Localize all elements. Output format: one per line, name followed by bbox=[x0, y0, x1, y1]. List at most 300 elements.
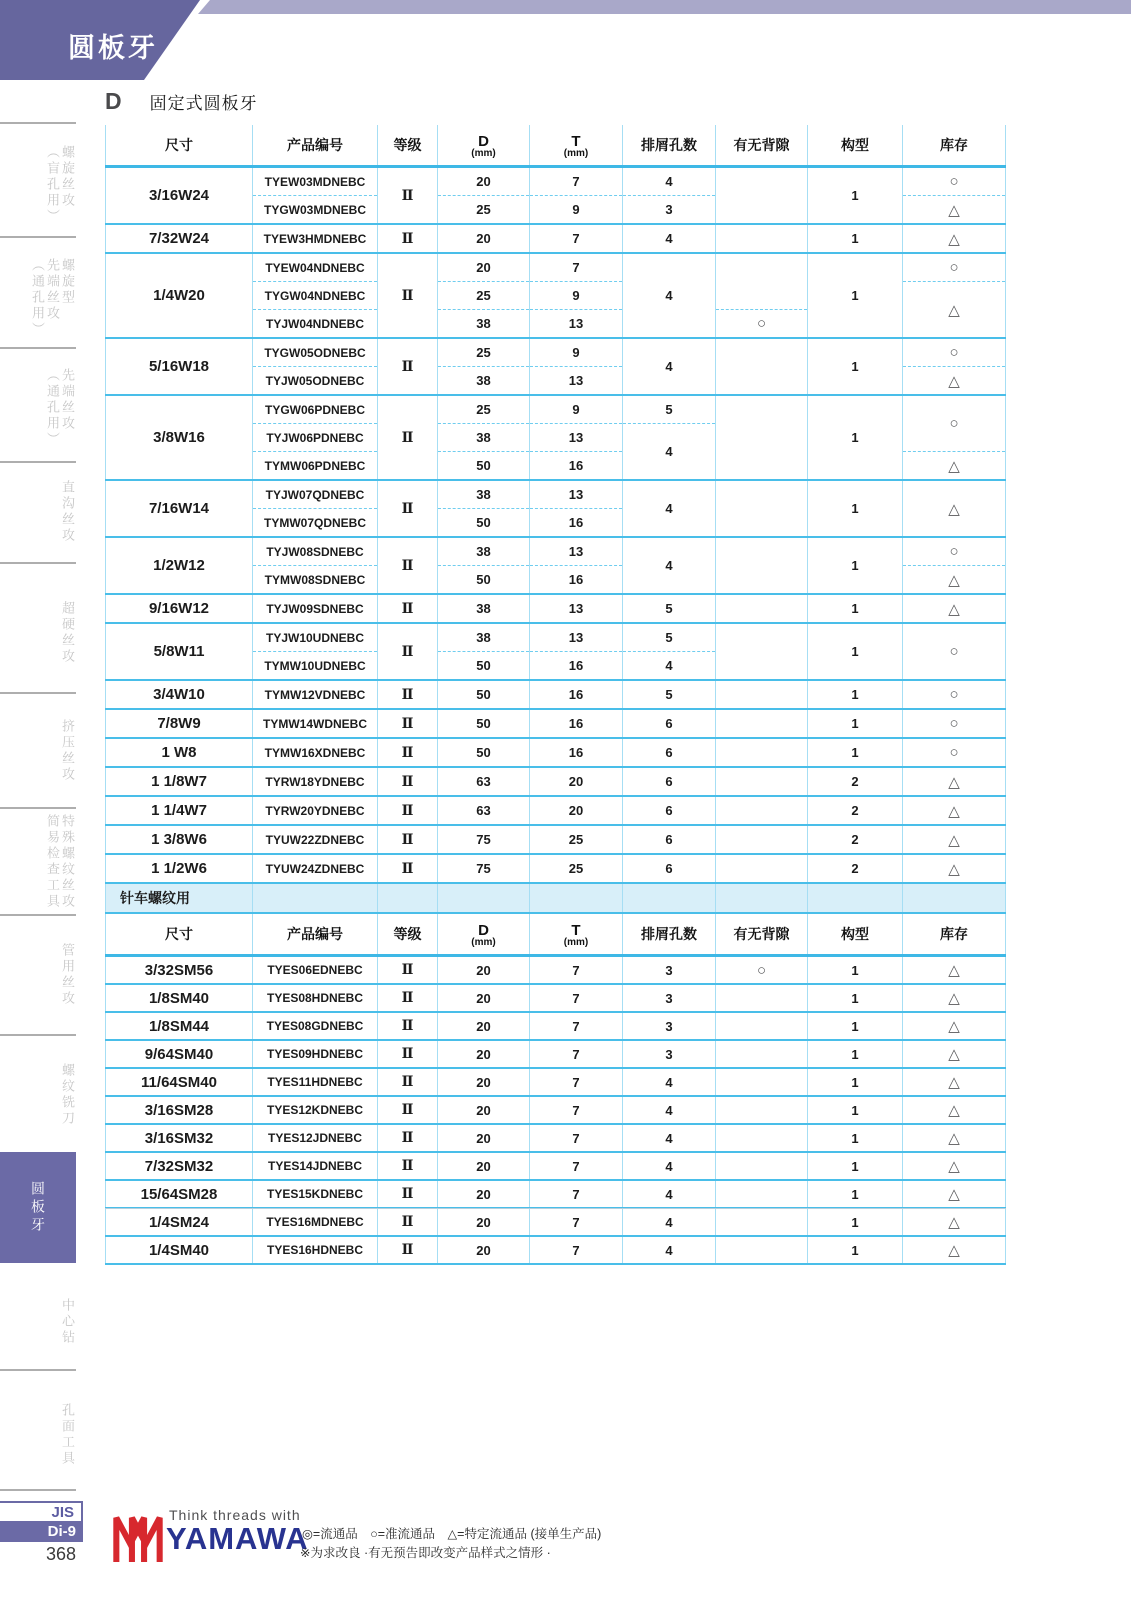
config-cell: 1 bbox=[808, 1152, 903, 1180]
section-banner-cell bbox=[378, 883, 438, 913]
size-cell: 3/8W16 bbox=[106, 395, 253, 480]
table-row bbox=[106, 854, 1006, 883]
t-mm-cell: 7 bbox=[530, 224, 623, 253]
backlash-cell bbox=[716, 709, 808, 738]
product-code-cell: TYES15KDNEBC bbox=[253, 1180, 378, 1208]
config-cell: 1 bbox=[808, 680, 903, 709]
table-row bbox=[106, 1012, 1006, 1040]
table-row bbox=[106, 1180, 1006, 1208]
product-code-cell: TYUW24ZDNEBC bbox=[253, 854, 378, 883]
backlash-cell bbox=[716, 1236, 808, 1264]
d-mm-cell: 38 bbox=[438, 594, 530, 623]
section-banner-cell bbox=[808, 883, 903, 913]
t-mm-cell: 7 bbox=[530, 1096, 623, 1124]
grade-cell: Ⅱ bbox=[378, 796, 438, 825]
d-mm-cell: 20 bbox=[438, 1236, 530, 1264]
config-cell: 2 bbox=[808, 825, 903, 854]
size-cell: 1 W8 bbox=[106, 738, 253, 767]
size-cell: 1 1/8W7 bbox=[106, 767, 253, 796]
grade-cell: Ⅱ bbox=[378, 395, 438, 480]
col-header-d: D (mm) bbox=[438, 913, 530, 956]
grade-cell: Ⅱ bbox=[378, 854, 438, 883]
product-code-cell: TYJW08SDNEBC bbox=[253, 537, 378, 566]
t-mm-cell: 7 bbox=[530, 1068, 623, 1096]
sidebar-divider bbox=[0, 461, 76, 463]
product-code-cell: TYRW20YDNEBC bbox=[253, 796, 378, 825]
grade-cell: Ⅱ bbox=[378, 594, 438, 623]
col-header-size: 尺寸 bbox=[106, 125, 253, 167]
chip-holes-cell: 4 bbox=[623, 338, 716, 395]
stock-cell: ○ bbox=[903, 680, 1006, 709]
table-header-row bbox=[106, 125, 1006, 167]
chip-holes-cell: 6 bbox=[623, 796, 716, 825]
size-cell: 7/32W24 bbox=[106, 224, 253, 253]
d-mm-cell: 63 bbox=[438, 767, 530, 796]
product-code-cell: TYMW12VDNEBC bbox=[253, 680, 378, 709]
size-cell: 9/16W12 bbox=[106, 594, 253, 623]
backlash-cell: ○ bbox=[716, 956, 808, 985]
product-code-cell: TYRW18YDNEBC bbox=[253, 767, 378, 796]
chip-holes-cell: 4 bbox=[623, 1096, 716, 1124]
chip-holes-cell: 4 bbox=[623, 1124, 716, 1152]
grade-cell: Ⅱ bbox=[378, 224, 438, 253]
d-mm-cell: 20 bbox=[438, 1208, 530, 1236]
table-row bbox=[106, 1096, 1006, 1124]
d-mm-cell: 38 bbox=[438, 480, 530, 509]
table-row bbox=[106, 680, 1006, 709]
size-cell: 11/64SM40 bbox=[106, 1068, 253, 1096]
product-code-cell: TYJW04NDNEBC bbox=[253, 310, 378, 339]
size-cell: 1 1/4W7 bbox=[106, 796, 253, 825]
product-code-cell: TYJW07QDNEBC bbox=[253, 480, 378, 509]
backlash-cell bbox=[716, 1208, 808, 1236]
product-code-cell: TYEW03MDNEBC bbox=[253, 167, 378, 196]
size-cell: 7/8W9 bbox=[106, 709, 253, 738]
stock-cell: △ bbox=[903, 796, 1006, 825]
chip-holes-cell: 4 bbox=[623, 1208, 716, 1236]
t-mm-cell: 20 bbox=[530, 767, 623, 796]
grade-cell: Ⅱ bbox=[378, 825, 438, 854]
config-cell: 1 bbox=[808, 709, 903, 738]
d-mm-cell: 50 bbox=[438, 652, 530, 681]
stock-cell: △ bbox=[903, 224, 1006, 253]
t-mm-cell: 9 bbox=[530, 338, 623, 367]
stock-cell: △ bbox=[903, 196, 1006, 225]
t-mm-cell: 7 bbox=[530, 1208, 623, 1236]
t-mm-cell: 25 bbox=[530, 854, 623, 883]
backlash-cell: ○ bbox=[716, 310, 808, 339]
size-cell: 1/4W20 bbox=[106, 253, 253, 338]
backlash-cell bbox=[716, 623, 808, 680]
backlash-cell bbox=[716, 253, 808, 310]
t-mm-cell: 16 bbox=[530, 452, 623, 481]
col-header-size: 尺寸 bbox=[106, 913, 253, 956]
d-mm-cell: 50 bbox=[438, 738, 530, 767]
t-mm-cell: 13 bbox=[530, 424, 623, 452]
sidebar-divider bbox=[0, 1369, 76, 1371]
grade-cell: Ⅱ bbox=[378, 680, 438, 709]
product-code-cell: TYES11HDNEBC bbox=[253, 1068, 378, 1096]
col-header-config: 构型 bbox=[808, 913, 903, 956]
sidebar-divider bbox=[0, 914, 76, 916]
stock-cell: △ bbox=[903, 825, 1006, 854]
chip-holes-cell: 4 bbox=[623, 1152, 716, 1180]
backlash-cell bbox=[716, 854, 808, 883]
size-cell: 3/16SM28 bbox=[106, 1096, 253, 1124]
t-mm-cell: 13 bbox=[530, 367, 623, 396]
section-banner-cell bbox=[623, 883, 716, 913]
grade-cell: Ⅱ bbox=[378, 1208, 438, 1236]
t-mm-cell: 7 bbox=[530, 956, 623, 985]
config-cell: 1 bbox=[808, 1208, 903, 1236]
d-mm-cell: 20 bbox=[438, 1152, 530, 1180]
grade-cell: Ⅱ bbox=[378, 984, 438, 1012]
col-header-grade: 等级 bbox=[378, 125, 438, 167]
size-cell: 7/16W14 bbox=[106, 480, 253, 537]
table-row bbox=[106, 537, 1006, 566]
section-banner-row bbox=[106, 883, 1006, 913]
stock-cell: △ bbox=[903, 1152, 1006, 1180]
config-cell: 1 bbox=[808, 253, 903, 338]
backlash-cell bbox=[716, 984, 808, 1012]
sidebar-item-round-die-active bbox=[0, 1152, 76, 1263]
col-header-backlash: 有无背隙 bbox=[716, 913, 808, 956]
stock-cell: △ bbox=[903, 1012, 1006, 1040]
t-mm-cell: 16 bbox=[530, 680, 623, 709]
t-mm-cell: 7 bbox=[530, 1124, 623, 1152]
product-code-cell: TYES12KDNEBC bbox=[253, 1096, 378, 1124]
table-row bbox=[106, 1236, 1006, 1264]
stock-cell: △ bbox=[903, 1040, 1006, 1068]
sidebar-divider bbox=[0, 1034, 76, 1036]
section-banner-cell bbox=[903, 883, 1006, 913]
sidebar-item-thread-mill: 螺纹铣刀 bbox=[60, 1063, 75, 1127]
chip-holes-cell: 3 bbox=[623, 1040, 716, 1068]
config-cell: 1 bbox=[808, 395, 903, 480]
col-header-stock: 库存 bbox=[903, 913, 1006, 956]
col-header-holes: 排屑孔数 bbox=[623, 125, 716, 167]
sidebar-active-label: 圆板牙 bbox=[30, 1180, 46, 1235]
config-cell: 1 bbox=[808, 338, 903, 395]
sidebar-item-hole-surface-tools: 孔面工具 bbox=[60, 1403, 75, 1467]
size-cell: 5/16W18 bbox=[106, 338, 253, 395]
size-cell: 1/2W12 bbox=[106, 537, 253, 594]
d-mm-cell: 20 bbox=[438, 1124, 530, 1152]
table-row bbox=[106, 224, 1006, 253]
sidebar-item-carbide-tap: 超硬丝攻 bbox=[60, 601, 75, 665]
d-mm-cell: 20 bbox=[438, 167, 530, 196]
product-code-cell: TYGW04NDNEBC bbox=[253, 282, 378, 310]
config-cell: 1 bbox=[808, 224, 903, 253]
section-banner-cell bbox=[530, 883, 623, 913]
chip-holes-cell: 3 bbox=[623, 984, 716, 1012]
product-code-cell: TYEW04NDNEBC bbox=[253, 253, 378, 282]
backlash-cell bbox=[716, 1012, 808, 1040]
table-row bbox=[106, 1068, 1006, 1096]
t-mm-cell: 13 bbox=[530, 480, 623, 509]
config-cell: 1 bbox=[808, 1180, 903, 1208]
product-code-cell: TYGW03MDNEBC bbox=[253, 196, 378, 225]
t-mm-cell: 7 bbox=[530, 167, 623, 196]
backlash-cell bbox=[716, 767, 808, 796]
sidebar-divider bbox=[0, 562, 76, 564]
grade-cell: Ⅱ bbox=[378, 1180, 438, 1208]
size-cell: 15/64SM28 bbox=[106, 1180, 253, 1208]
grade-cell: Ⅱ bbox=[378, 1096, 438, 1124]
config-cell: 1 bbox=[808, 956, 903, 985]
backlash-cell bbox=[716, 594, 808, 623]
size-cell: 3/4W10 bbox=[106, 680, 253, 709]
sidebar-item-special-thread-tap: 特殊螺纹丝攻 简易检查工具 bbox=[45, 814, 75, 910]
sidebar-divider bbox=[0, 236, 76, 238]
backlash-cell bbox=[716, 738, 808, 767]
size-cell: 3/32SM56 bbox=[106, 956, 253, 985]
sidebar-divider bbox=[0, 122, 76, 124]
chip-holes-cell: 4 bbox=[623, 424, 716, 481]
table-row bbox=[106, 1152, 1006, 1180]
chip-holes-cell: 5 bbox=[623, 594, 716, 623]
config-cell: 2 bbox=[808, 854, 903, 883]
d-mm-cell: 25 bbox=[438, 338, 530, 367]
backlash-cell bbox=[716, 395, 808, 480]
table-row bbox=[106, 825, 1006, 854]
config-cell: 1 bbox=[808, 1068, 903, 1096]
size-cell: 3/16W24 bbox=[106, 167, 253, 225]
d-mm-cell: 20 bbox=[438, 956, 530, 985]
t-mm-cell: 7 bbox=[530, 253, 623, 282]
product-code-cell: TYMW06PDNEBC bbox=[253, 452, 378, 481]
grade-cell: Ⅱ bbox=[378, 1012, 438, 1040]
backlash-cell bbox=[716, 1040, 808, 1068]
col-header-grade: 等级 bbox=[378, 913, 438, 956]
stock-cell: ○ bbox=[903, 338, 1006, 367]
t-mm-cell: 13 bbox=[530, 537, 623, 566]
sidebar-divider bbox=[0, 347, 76, 349]
stock-cell: △ bbox=[903, 480, 1006, 537]
table-row bbox=[106, 338, 1006, 367]
config-cell: 2 bbox=[808, 796, 903, 825]
logo-wordmark: YAMAWA bbox=[166, 1521, 309, 1556]
chip-holes-cell: 5 bbox=[623, 680, 716, 709]
stock-cell: ○ bbox=[903, 709, 1006, 738]
logo-tagline: Think threads with bbox=[169, 1507, 301, 1523]
col-header-code: 产品编号 bbox=[253, 913, 378, 956]
t-mm-cell: 16 bbox=[530, 509, 623, 538]
config-cell: 2 bbox=[808, 767, 903, 796]
section-heading bbox=[105, 88, 258, 115]
d-mm-cell: 50 bbox=[438, 680, 530, 709]
chip-holes-cell: 4 bbox=[623, 652, 716, 681]
config-cell: 1 bbox=[808, 623, 903, 680]
grade-cell: Ⅱ bbox=[378, 623, 438, 680]
d-mm-cell: 20 bbox=[438, 1180, 530, 1208]
product-code-cell: TYJW05ODNEBC bbox=[253, 367, 378, 396]
product-code-cell: TYMW10UDNEBC bbox=[253, 652, 378, 681]
config-cell: 1 bbox=[808, 594, 903, 623]
table-row bbox=[106, 738, 1006, 767]
product-code-cell: TYES12JDNEBC bbox=[253, 1124, 378, 1152]
section2-label-cell: 针车螺纹用 bbox=[106, 883, 253, 913]
config-cell: 1 bbox=[808, 537, 903, 594]
t-mm-cell: 7 bbox=[530, 1012, 623, 1040]
stock-cell: △ bbox=[903, 956, 1006, 985]
col-header-t: T (mm) bbox=[530, 125, 623, 167]
chip-holes-cell: 6 bbox=[623, 709, 716, 738]
section-banner-cell bbox=[716, 883, 808, 913]
size-cell: 7/32SM32 bbox=[106, 1152, 253, 1180]
col-header-d: D (mm) bbox=[438, 125, 530, 167]
t-mm-cell: 16 bbox=[530, 709, 623, 738]
table-row bbox=[106, 1208, 1006, 1236]
product-code-cell: TYMW07QDNEBC bbox=[253, 509, 378, 538]
config-cell: 1 bbox=[808, 738, 903, 767]
product-code-cell: TYUW22ZDNEBC bbox=[253, 825, 378, 854]
table-row bbox=[106, 796, 1006, 825]
t-mm-cell: 9 bbox=[530, 395, 623, 424]
table-row bbox=[106, 956, 1006, 985]
col-header-code: 产品编号 bbox=[253, 125, 378, 167]
col-header-config: 构型 bbox=[808, 125, 903, 167]
product-code-cell: TYES06EDNEBC bbox=[253, 956, 378, 985]
grade-cell: Ⅱ bbox=[378, 956, 438, 985]
stock-cell: ○ bbox=[903, 537, 1006, 566]
grade-cell: Ⅱ bbox=[378, 738, 438, 767]
sidebar-item-pipe-tap: 管用丝攻 bbox=[60, 943, 75, 1007]
config-cell: 1 bbox=[808, 167, 903, 225]
backlash-cell bbox=[716, 1124, 808, 1152]
d-mm-cell: 38 bbox=[438, 623, 530, 652]
t-mm-cell: 9 bbox=[530, 282, 623, 310]
backlash-cell bbox=[716, 1068, 808, 1096]
top-accent-strip bbox=[198, 0, 1131, 14]
product-code-cell: TYEW3HMDNEBC bbox=[253, 224, 378, 253]
d-mm-cell: 20 bbox=[438, 253, 530, 282]
table-row bbox=[106, 767, 1006, 796]
d-mm-cell: 25 bbox=[438, 282, 530, 310]
stock-cell: △ bbox=[903, 1068, 1006, 1096]
section-title: 固定式圆板牙 bbox=[149, 94, 258, 113]
d-mm-cell: 75 bbox=[438, 854, 530, 883]
d-mm-cell: 50 bbox=[438, 709, 530, 738]
page-index-tab: Di-9 bbox=[0, 1521, 83, 1542]
stock-cell: △ bbox=[903, 1124, 1006, 1152]
stock-cell: △ bbox=[903, 984, 1006, 1012]
grade-cell: Ⅱ bbox=[378, 1152, 438, 1180]
section-banner-cell bbox=[438, 883, 530, 913]
page-number: 368 bbox=[45, 1544, 76, 1564]
t-mm-cell: 7 bbox=[530, 984, 623, 1012]
config-cell: 1 bbox=[808, 480, 903, 537]
config-cell: 1 bbox=[808, 984, 903, 1012]
stock-legend: ◎=流通品 ○=准流通品 △=特定流通品 (接单生产品) bbox=[302, 1527, 602, 1541]
product-code-cell: TYES09HDNEBC bbox=[253, 1040, 378, 1068]
product-code-cell: TYMW14WDNEBC bbox=[253, 709, 378, 738]
sidebar-item-center-drill: 中心钻 bbox=[60, 1298, 75, 1346]
grade-cell: Ⅱ bbox=[378, 480, 438, 537]
backlash-cell bbox=[716, 1096, 808, 1124]
config-cell: 1 bbox=[808, 1124, 903, 1152]
size-cell: 1 1/2W6 bbox=[106, 854, 253, 883]
backlash-cell bbox=[716, 537, 808, 594]
stock-cell: ○ bbox=[903, 738, 1006, 767]
section-letter: D bbox=[105, 88, 122, 114]
chip-holes-cell: 4 bbox=[623, 537, 716, 594]
size-cell: 5/8W11 bbox=[106, 623, 253, 680]
sidebar-item-forming-tap: 挤压丝攻 bbox=[60, 719, 75, 783]
chip-holes-cell: 6 bbox=[623, 854, 716, 883]
sidebar-item-point-tap-through: 先端丝攻 （通孔用） bbox=[45, 368, 75, 448]
chip-holes-cell: 4 bbox=[623, 480, 716, 537]
stock-cell: △ bbox=[903, 1236, 1006, 1264]
stock-cell: ○ bbox=[903, 167, 1006, 196]
stock-cell: △ bbox=[903, 767, 1006, 796]
chip-holes-cell: 4 bbox=[623, 224, 716, 253]
config-cell: 1 bbox=[808, 1236, 903, 1264]
d-mm-cell: 75 bbox=[438, 825, 530, 854]
chip-holes-cell: 6 bbox=[623, 738, 716, 767]
stock-cell: △ bbox=[903, 1096, 1006, 1124]
product-code-cell: TYES14JDNEBC bbox=[253, 1152, 378, 1180]
d-mm-cell: 25 bbox=[438, 196, 530, 225]
grade-cell: Ⅱ bbox=[378, 338, 438, 395]
d-mm-cell: 20 bbox=[438, 1040, 530, 1068]
col-header-backlash: 有无背隙 bbox=[716, 125, 808, 167]
yamawa-logo-icon bbox=[112, 1505, 164, 1572]
d-mm-cell: 20 bbox=[438, 1068, 530, 1096]
col-header-t: T (mm) bbox=[530, 913, 623, 956]
chip-holes-cell: 3 bbox=[623, 1012, 716, 1040]
chip-holes-cell: 5 bbox=[623, 395, 716, 424]
chip-holes-cell: 4 bbox=[623, 1068, 716, 1096]
d-mm-cell: 20 bbox=[438, 1012, 530, 1040]
stock-cell: △ bbox=[903, 566, 1006, 595]
grade-cell: Ⅱ bbox=[378, 167, 438, 225]
d-mm-cell: 20 bbox=[438, 984, 530, 1012]
stock-cell: △ bbox=[903, 367, 1006, 396]
table-row bbox=[106, 395, 1006, 424]
grade-cell: Ⅱ bbox=[378, 537, 438, 594]
stock-cell: ○ bbox=[903, 623, 1006, 680]
chip-holes-cell: 3 bbox=[623, 956, 716, 985]
d-mm-cell: 38 bbox=[438, 367, 530, 396]
backlash-cell bbox=[716, 1152, 808, 1180]
chip-holes-cell: 4 bbox=[623, 167, 716, 196]
t-mm-cell: 7 bbox=[530, 1180, 623, 1208]
grade-cell: Ⅱ bbox=[378, 1124, 438, 1152]
product-code-cell: TYJW06PDNEBC bbox=[253, 424, 378, 452]
col-header-stock: 库存 bbox=[903, 125, 1006, 167]
t-mm-cell: 13 bbox=[530, 310, 623, 339]
jis-tab: JIS bbox=[0, 1501, 83, 1521]
d-mm-cell: 63 bbox=[438, 796, 530, 825]
config-cell: 1 bbox=[808, 1096, 903, 1124]
chip-holes-cell: 4 bbox=[623, 253, 716, 338]
d-mm-cell: 38 bbox=[438, 424, 530, 452]
config-cell: 1 bbox=[808, 1012, 903, 1040]
backlash-cell bbox=[716, 680, 808, 709]
d-mm-cell: 25 bbox=[438, 395, 530, 424]
table-row bbox=[106, 253, 1006, 282]
stock-cell: △ bbox=[903, 1208, 1006, 1236]
d-mm-cell: 38 bbox=[438, 310, 530, 339]
grade-cell: Ⅱ bbox=[378, 1068, 438, 1096]
product-code-cell: TYMW08SDNEBC bbox=[253, 566, 378, 595]
d-mm-cell: 20 bbox=[438, 1096, 530, 1124]
sidebar-item-spiral-point-tap: 螺旋型 先端丝攻 （通孔用） bbox=[30, 258, 75, 338]
size-cell: 1/8SM40 bbox=[106, 984, 253, 1012]
stock-cell: ○ bbox=[903, 253, 1006, 282]
table-header-row bbox=[106, 913, 1006, 956]
